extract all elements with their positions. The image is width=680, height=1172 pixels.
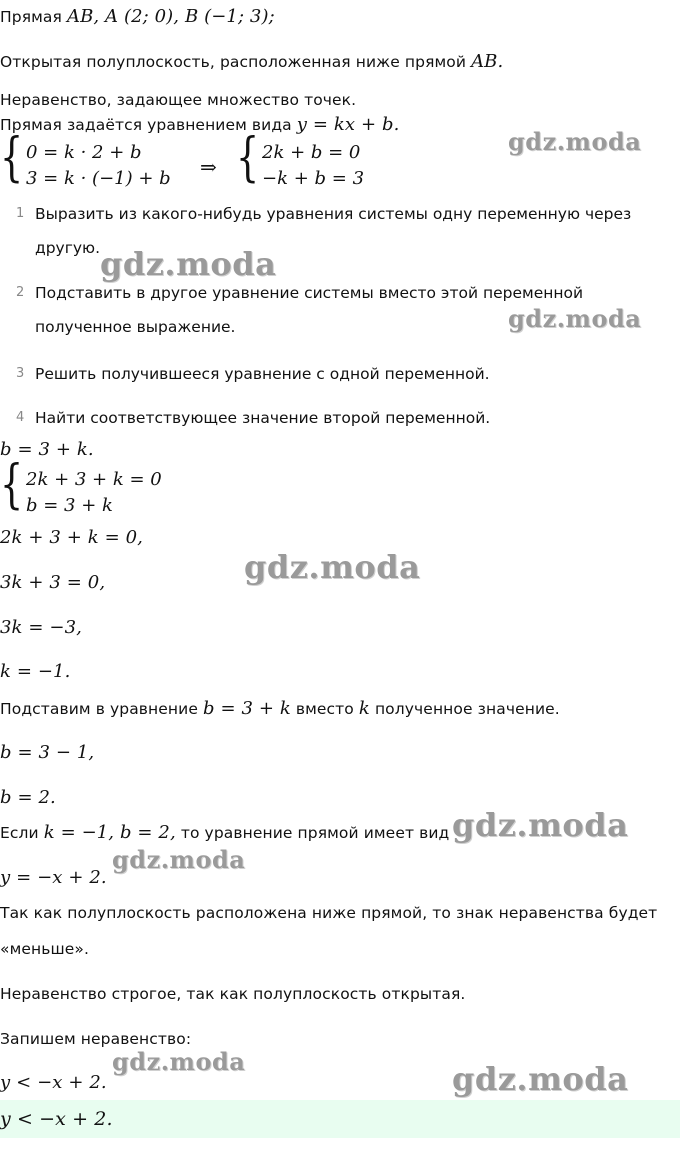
equation-6: b = 2. xyxy=(0,787,56,808)
if-line xyxy=(0,822,449,843)
watermark-6: gdz.moda xyxy=(112,845,246,874)
step-1-line-2: другую. xyxy=(35,239,101,257)
write-line: Запишем неравенство: xyxy=(0,1030,192,1048)
system-2-row-1: 2k + b = 0 xyxy=(262,142,361,163)
halfplane-text: Открытая полуплоскость, расположенная ниже прямой xyxy=(0,53,467,71)
watermark-2: gdz.moda xyxy=(100,245,277,283)
equation-1: 2k + 3 + k = 0, xyxy=(0,527,143,548)
substitution-line xyxy=(0,698,560,719)
step-4-line-1: Найти соответствующее значение второй переменной. xyxy=(35,409,491,427)
halfplane-line xyxy=(0,51,503,72)
inequality-set-text: Неравенство, задающее множество точек. xyxy=(0,91,357,109)
if-post: то уравнение прямой имеет вид xyxy=(180,824,450,842)
step-2-line-1: Подставить в другое уравнение системы вместо этой переменной xyxy=(35,284,584,302)
step-3-line-1: Решить получившееся уравнение с одной переменной. xyxy=(35,365,490,383)
system-1-brace: { xyxy=(0,128,24,188)
equation-5: b = 3 − 1, xyxy=(0,742,95,763)
system-3-row-1: 2k + 3 + k = 0 xyxy=(26,469,162,490)
watermark-7: gdz.moda xyxy=(112,1047,246,1076)
answer-text: y < −x + 2. xyxy=(0,1108,113,1130)
given-line xyxy=(0,6,275,27)
step-2-line-2: полученное выражение. xyxy=(35,318,236,336)
system-3-brace: { xyxy=(0,455,24,515)
system-2 xyxy=(236,128,396,196)
system-3 xyxy=(0,455,200,523)
line-form-text: Прямая задаётся уравнением вида xyxy=(0,116,292,134)
step-3 xyxy=(16,357,676,391)
watermark-3: gdz.moda xyxy=(508,304,642,333)
if-math: k = −1, b = 2, xyxy=(43,822,176,843)
equation-b: b = 3 + k. xyxy=(0,439,94,460)
system-1-row-2: 3 = k · (−1) + b xyxy=(26,168,171,189)
step-4 xyxy=(16,401,676,435)
equation-2: 3k + 3 = 0, xyxy=(0,572,106,593)
if-pre: Если xyxy=(0,824,39,842)
watermark-1: gdz.moda xyxy=(508,127,642,156)
substitution-math-2: k xyxy=(358,698,370,719)
since-line-1: Так как полуплоскость расположена ниже прямой, то знак неравенства будет xyxy=(0,904,658,922)
step-4-number: 4 xyxy=(16,410,25,425)
substitution-mid: вместо xyxy=(295,700,354,718)
line-form xyxy=(0,114,399,135)
strict-line: Неравенство строгое, так как полуплоскость открытая. xyxy=(0,985,466,1003)
step-3-number: 3 xyxy=(16,366,25,381)
equation-4: k = −1. xyxy=(0,661,71,682)
equation-3: 3k = −3, xyxy=(0,617,82,638)
halfplane-math: AB. xyxy=(471,51,504,72)
substitution-post: полученное значение. xyxy=(374,700,560,718)
step-1-number: 1 xyxy=(16,206,25,221)
line-form-math: y = kx + b. xyxy=(296,114,400,135)
step-1-line-1: Выразить из какого-нибудь уравнения системы одну переменную через xyxy=(35,205,632,223)
system-2-row-2: −k + b = 3 xyxy=(262,168,365,189)
system-3-row-2: b = 3 + k xyxy=(26,495,113,516)
given-label: Прямая xyxy=(0,8,62,26)
given-math: AB, A (2; 0), B (−1; 3); xyxy=(66,6,275,27)
system-1 xyxy=(0,128,200,196)
implies-arrow: ⇒ xyxy=(200,155,217,179)
step-2-number: 2 xyxy=(16,285,25,300)
watermark-8: gdz.moda xyxy=(452,1060,629,1098)
inequality-set-line xyxy=(0,91,356,109)
system-1-row-1: 0 = k · 2 + b xyxy=(26,142,142,163)
inequality: y < −x + 2. xyxy=(0,1072,107,1093)
watermark-4: gdz.moda xyxy=(244,548,421,586)
system-2-brace: { xyxy=(236,128,260,188)
substitution-math-1: b = 3 + k xyxy=(203,698,291,719)
line-equation: y = −x + 2. xyxy=(0,867,107,888)
substitution-pre: Подставим в уравнение xyxy=(0,700,198,718)
watermark-5: gdz.moda xyxy=(452,806,629,844)
since-line-2: «меньше». xyxy=(0,940,90,958)
